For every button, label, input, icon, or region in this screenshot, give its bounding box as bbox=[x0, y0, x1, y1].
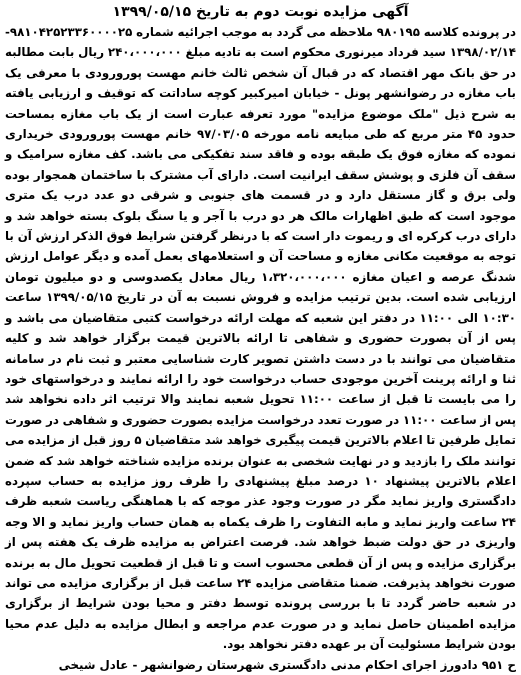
notice-signature: ح ۹۵۱ دادورز اجرای احکام مدنی دادگستری شهرستان رضوانشهر - عادل شیخی bbox=[58, 657, 516, 672]
auction-notice bbox=[5, 0, 516, 675]
notice-body-text: در پرونده کلاسه ۹۸۰۱۹۵ ملاحظه می گردد به موجب اجرائیه شماره ۹۸۱۰۴۲۵۲۳۳۶۰۰۰۰۲۵- ۱۳۹۸/۰۲/۱۴ سید فرداد میرنوری محکوم است به تادیه مبلغ ۲۴۰،۰۰۰،۰۰۰ ریال بابت مطالبه در حق بانک مهر اقتصاد که در قبال آن شخص ثالث خانم مهست پورورودی با معرفی یک باب مغازه در رضوانشهر پونل - خیابان امیرکبیر کوچه ساداتت که توقیف و ارزیابی یافته به شرح ذیل "ملک موضوع مزایده" مورد تعرفه عبارت است از یک باب مغازه بمساحت حدود ۴۵ متر مربع که طی مبایعه نامه مورخه ۹۷/۰۳/۰۵ خانم مهست پورورودی خریداری نموده که مغازه فوق یک طبقه بوده و فاقد سند تفکیکی می باشد. کف مغازه سرامیک و سقف آن فلزی و پوشش سقف ایرانیت است. دارای آب مشترک با ساختمان همجوار بوده ولی برق و گاز مستقل دارد و در قسمت های جنوبی و شرقی دو عدد درب یک متری موجود است که طبق اظهارات مالک هر دو درب با آجر و یا سنگ بلوک بسته خواهد شد و دارای درب کرکره ای و ریموت دار است که با درنظر گرفتن شرایط فوق الذکر ارزش آن با توجه به موقعیت مکانی مغازه و مساحت آن و استعلامهای بعمل آمده و دیگر عوامل ارزش شدنگ عرصه و اعیان مغازه ۱،۳۲۰،۰۰۰،۰۰۰ ریال معادل یکصدوسی و دو میلیون تومان ارزیابی شده است. بدین ترتیب مزایده و فروش نسبت به آن در تاریخ ۱۳۹۹/۰۵/۱۵ ساعت ۱۰:۳۰ الی ۱۱:۰۰ در دفتر این شعبه که مهلت ارائه درخواست کتبی متقاضیان می باشد و پس از آن بصورت حضوری و شفاهی تا ارائه بالاترین قیمت برگزار خواهد شد و کلیه متقاضیان می توانند با در دست داشتن تصویر کارت شناسایی معتبر و ثبت نام در سامانه ثنا و ارائه پرینت آخرین موجودی حساب درخواست خود را ارائه نمایند و درخواستهای خود را می بایست تا قبل از ساعت ۱۱:۰۰ تحویل شعبه نمایند والا ترتیب اثر داده نخواهد شد پس از ساعت ۱۱:۰۰ در صورت تعدد درخواست مزایده بصورت حضوری و شفاهی در صورت تمایل طرفین تا اعلام بالاترین قیمت پیگیری خواهد شد متقاضیان ۵ روز قبل از مزایده می توانند ملک را بازدید و در نهایت شخصی به عنوان برنده مزایده شناخته خواهد شد که ضمن اعلام بالاترین پیشنهاد ۱۰ درصد مبلغ پیشنهادی را ظرف روز مزایده به حساب سپرده دادگستری واریز نماید مگر در صورت وجود عذر موجه که با هماهنگی ریاست شعبه ظرف ۲۴ ساعت واریز نماید و مابه التفاوت را ظرف یکماه به همان حساب واریز نماید و الا وجه واریزی در حق دولت ضبط خواهد شد. فرصت اعتراض به مزایده ظرف یک هفته پس از برگزاری مزایده و پس از آن قطعی محسوب است و تا قبل از قطعیت تحویل مال به برنده صورت نخواهد پذیرفت. ضمنا متقاضی مزایده ۲۴ ساعت قبل از برگزاری مزایده می تواند در شعبه حاضر گردد تا با بررسی پرونده توسط دفتر و محیا بودن شرایط از برگزاری مزایده اطمینان حاصل نماید و در صورت عدم مراجعه و ابطال مزایده به دلیل عدم محیا بودن شرایط مسئولیت آن بر عهده دفتر نخواهد بود. bbox=[5, 25, 517, 652]
notice-title: آگهی مزایده نوبت دوم به تاریخ ۱۳۹۹/۰۵/۱۵ bbox=[112, 4, 409, 20]
